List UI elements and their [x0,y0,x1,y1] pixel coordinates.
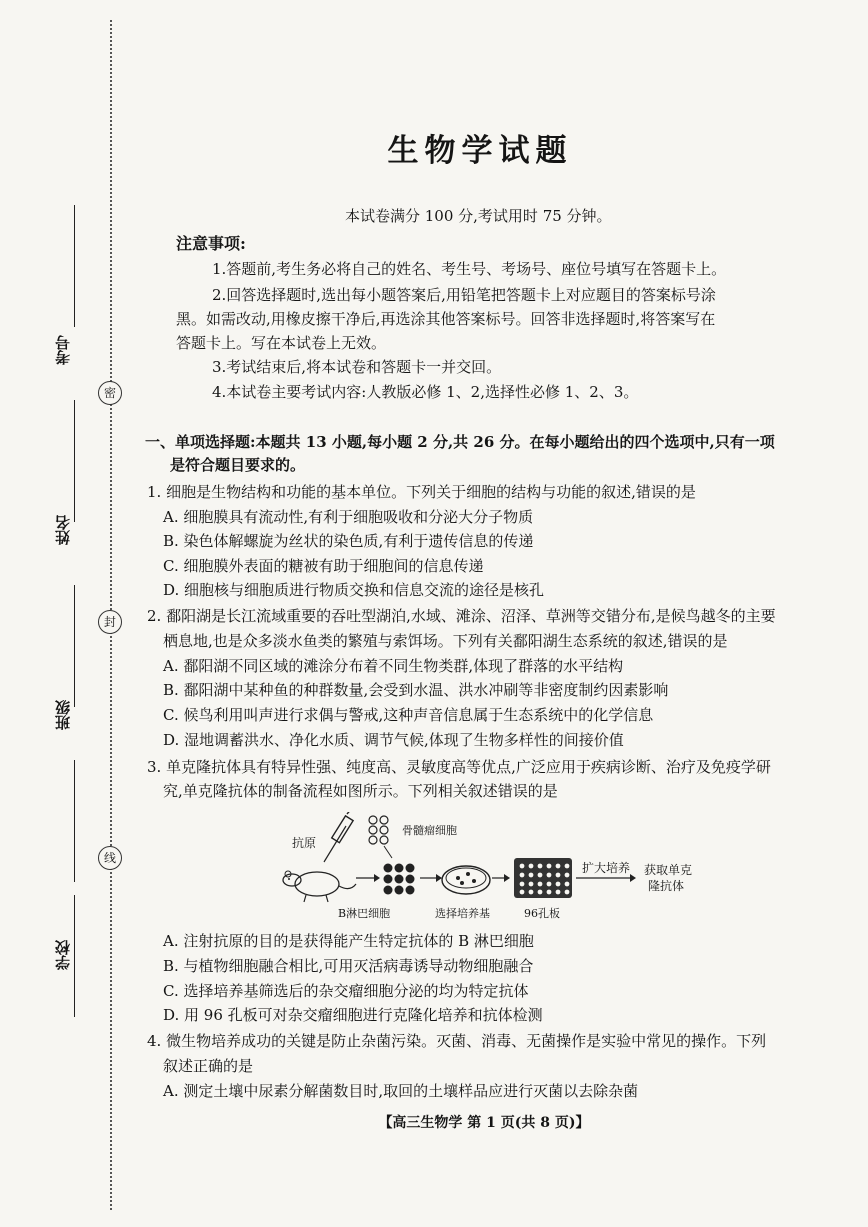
b-cell-label: B淋巴细胞 [338,907,391,920]
seal-mark-feng: 封 [98,610,122,634]
question-4-stem: 4. 微生物培养成功的关键是防止杂菌污染。灭菌、消毒、无菌操作是实验中常见的操作。下列 [147,1032,767,1050]
exam-number-label: 考号 [54,335,72,365]
notice-line: 4.本试卷主要考试内容:人教版必修 1、2,选择性必修 1、2、3。 [212,383,639,401]
question-3-stem: 3. 单克隆抗体具有特异性强、纯度高、灵敏度高等优点,广泛应用于疾病诊断、治疗及免疫学研 [147,758,771,776]
question-3-stem-cont: 究,单克隆抗体的制备流程如图所示。下列相关叙述错误的是 [163,782,558,800]
question-1-option-c: C. 细胞膜外表面的糖被有助于细胞间的信息传递 [163,557,484,575]
exam-info: 本试卷满分 100 分,考试用时 75 分钟。 [345,207,612,225]
b-lymphocyte-cells-icon [384,864,415,895]
seal-mark-mi: 密 [98,381,122,405]
question-4-option-a: A. 测定土壤中尿素分解菌数目时,取回的土壤样品应进行灭菌以去除杂菌 [163,1082,639,1100]
syringe-icon [324,812,354,862]
section-heading: 一、单项选择题:本题共 13 小题,每小题 2 分,共 26 分。在每小题给出的四个选项中,只有一项 [145,433,775,451]
notice-line: 答题卡上。写在本试卷上无效。 [176,334,387,352]
question-3-option-b: B. 与植物细胞融合相比,可用灭活病毒诱导动物细胞融合 [163,957,534,975]
school-line [74,895,75,1017]
myeloma-label: 骨髓瘤细胞 [402,824,457,837]
result-label-line2: 隆抗体 [648,879,685,893]
question-2-option-b: B. 鄱阳湖中某种鱼的种群数量,会受到水温、洪水冲刷等非密度制约因素影响 [163,681,669,699]
notice-heading: 注意事项: [176,234,246,253]
class-line-lower [74,760,75,882]
notice-line: 黑。如需改动,用橡皮擦干净后,再选涂其他答案标号。回答非选择题时,将答案写在 [176,310,716,328]
myeloma-cells-icon [369,816,388,844]
petri-dish-icon [442,866,490,894]
page-title: 生物学试题 [387,133,573,169]
question-2-option-d: D. 湿地调蓄洪水、净化水质、调节气候,体现了生物多样性的间接价值 [163,731,624,749]
question-1-stem: 1. 细胞是生物结构和功能的基本单位。下列关于细胞的结构与功能的叙述,错误的是 [147,483,696,501]
question-2-stem-cont: 栖息地,也是众多淡水鱼类的繁殖与索饵场。下列有关鄱阳湖生态系统的叙述,错误的是 [163,632,728,650]
notice-line: 3.考试结束后,将本试卷和答题卡一并交回。 [212,358,502,376]
question-1-option-a: A. 细胞膜具有流动性,有利于细胞吸收和分泌大分子物质 [163,508,534,526]
question-4-stem-cont: 叙述正确的是 [163,1057,254,1075]
expand-label: 扩大培养 [582,861,631,875]
school-label: 学校 [54,940,72,970]
question-3-option-d: D. 用 96 孔板可对杂交瘤细胞进行克隆化培养和抗体检测 [163,1006,543,1024]
result-label-line1: 获取单克 [644,863,693,877]
question-3-option-c: C. 选择培养基筛选后的杂交瘤细胞分泌的均为特定抗体 [163,982,529,1000]
well-plate-icon [514,858,572,898]
monoclonal-antibody-diagram [270,812,730,924]
question-2-option-a: A. 鄱阳湖不同区域的滩涂分布着不同生物类群,体现了群落的水平结构 [163,657,624,675]
class-line [74,585,75,707]
exam-number-line [74,205,75,327]
mouse-icon [283,871,356,902]
antigen-label: 抗原 [292,836,317,850]
question-2-stem: 2. 鄱阳湖是长江流域重要的吞吐型湖泊,水域、滩涂、沼泽、草洲等交错分布,是候鸟越冬的主要 [147,607,776,625]
name-line [74,400,75,522]
page-footer: 【高三生物学 第 1 页(共 8 页)】 [378,1115,590,1131]
notice-line: 2.回答选择题时,选出每小题答案后,用铅笔把答题卡上对应题目的答案标号涂 [212,286,716,304]
seal-mark-xian: 线 [98,846,122,870]
section-heading-cont: 是符合题目要求的。 [170,456,306,474]
question-3-option-a: A. 注射抗原的目的是获得能产生特定抗体的 B 淋巴细胞 [163,932,534,950]
question-2-option-c: C. 候鸟利用叫声进行求偶与警戒,这种声音信息属于生态系统中的化学信息 [163,706,654,724]
plate-label: 96孔板 [524,907,560,920]
class-label: 班级 [54,700,72,730]
notice-line: 1.答题前,考生务必将自己的姓名、考生号、考场号、座位号填写在答题卡上。 [212,260,727,278]
question-1-option-d: D. 细胞核与细胞质进行物质交换和信息交流的途径是核孔 [163,581,545,599]
question-1-option-b: B. 染色体解螺旋为丝状的染色质,有利于遗传信息的传递 [163,532,534,550]
selective-medium-label: 选择培养基 [435,907,490,920]
name-label: 姓名 [54,515,72,545]
